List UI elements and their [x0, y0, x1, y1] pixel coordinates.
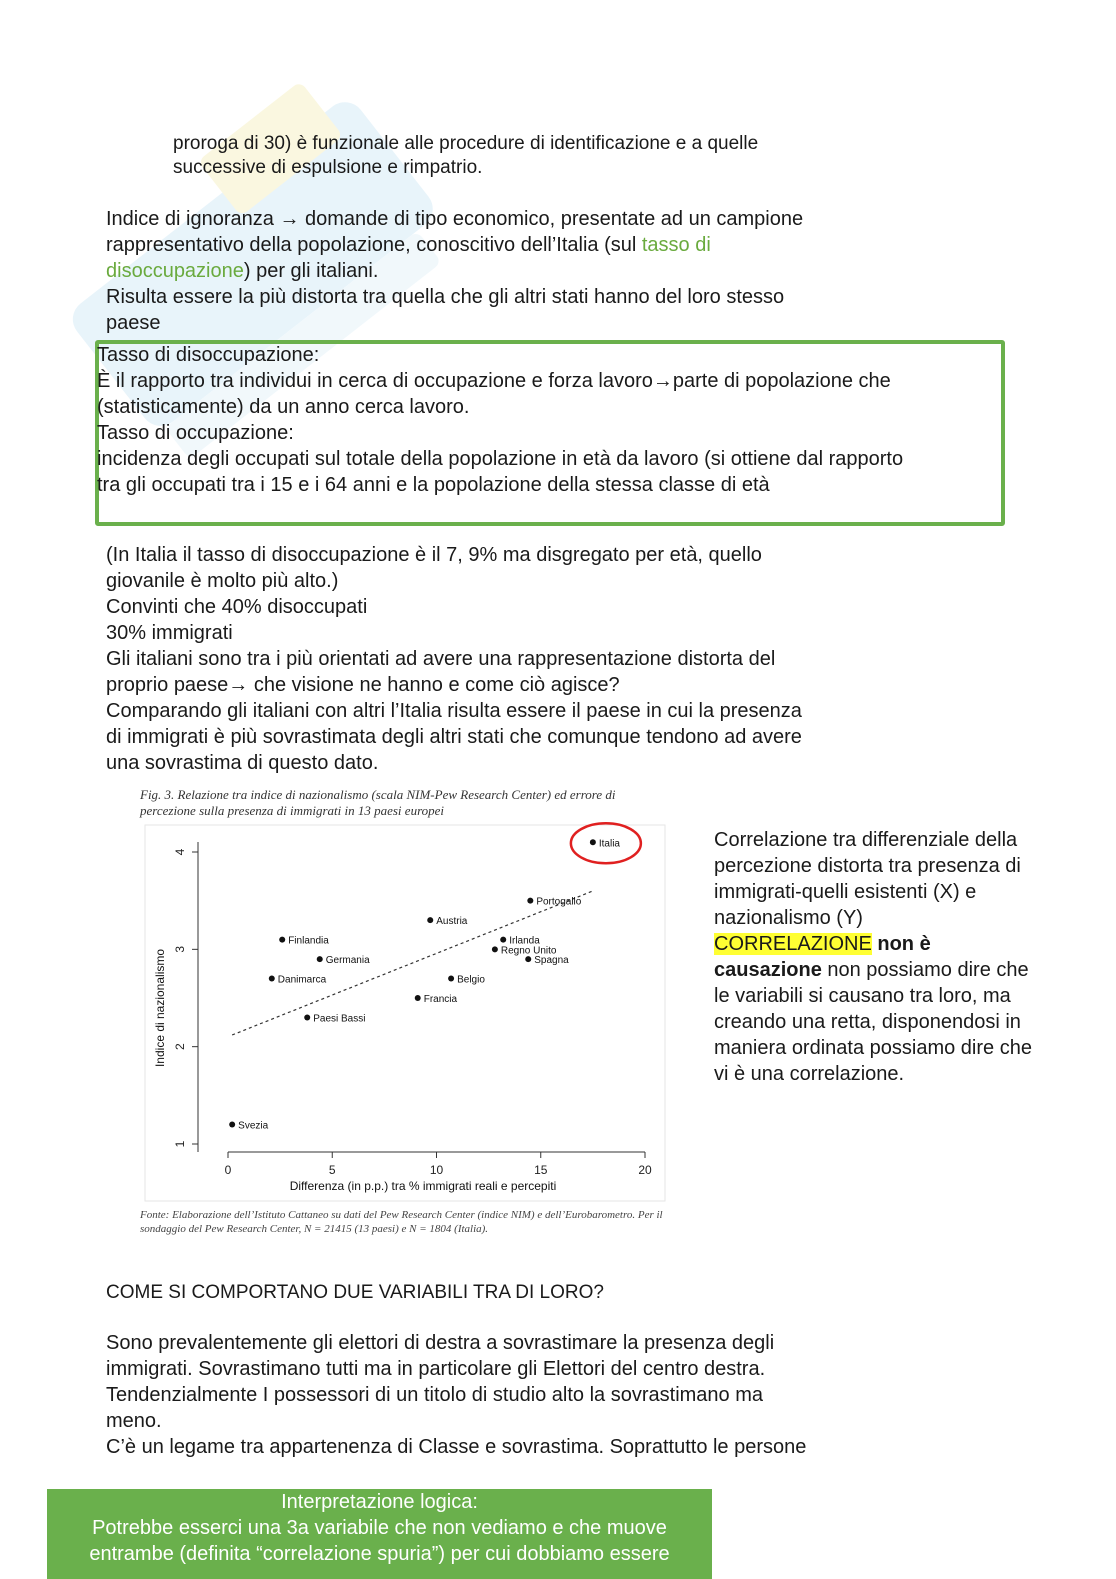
scatter-chart [140, 822, 670, 1202]
point-label: Francia [423, 994, 458, 1005]
text-line: Risulta essere la più distorta tra quella che gli altri stati hanno del loro stesso [106, 286, 785, 308]
data-point [415, 995, 421, 1001]
text-line: Correlazione tra differenziale della [714, 829, 1018, 851]
point-label: Paesi Bassi [313, 1013, 366, 1025]
caption-line: percezione sulla presenza di immigrati in 13 paesi europei [140, 803, 445, 818]
point-label: Austria [436, 916, 468, 928]
text-line: entrambe (definita “correlazione spuria”) per cui dobbiamo essere [89, 1543, 670, 1565]
data-point [525, 956, 531, 962]
text-line [106, 232, 906, 258]
text-line: una sovrastima di questo dato. [106, 752, 379, 774]
text-line: Tasso di disoccupazione: [97, 344, 320, 366]
after-paragraph [106, 542, 906, 776]
text-line: Convinti che 40% disoccupati [106, 596, 368, 618]
data-point [304, 1014, 310, 1020]
text-line: Sono prevalentemente gli elettori di destra a sovrastimare la presenza degli [106, 1332, 775, 1354]
final-paragraph [106, 1330, 926, 1460]
text-line: maniera ordinata possiamo dire che [714, 1037, 1032, 1059]
text-line: di immigrati è più sovrastimata degli altri stati che comunque tendono ad avere [106, 726, 802, 748]
text-line: meno. [106, 1410, 162, 1432]
point-label: Danimarca [277, 974, 327, 986]
data-point [448, 976, 454, 982]
x-axis-label: Differenza (in p.p.) tra % immigrati reali e percepiti [289, 1179, 557, 1193]
text-line: le variabili si causano tra loro, ma [714, 985, 1011, 1007]
intro-line: successive di espulsione e rimpatrio. [173, 157, 483, 178]
y-tick-label: 1 [173, 1140, 187, 1148]
text-line: tra gli occupati tra i 15 e i 64 anni e la popolazione della stessa classe di età [97, 474, 770, 496]
text-line: giovanile è molto più alto.) [106, 570, 339, 592]
intro-line: proroga di 30) è funzionale alle procedure di identificazione e a quelle [173, 133, 759, 154]
text-span: rappresentativo della popolazione, conoscitivo dell’Italia (sul [106, 234, 642, 256]
text-line: Gli italiani sono tra i più orientati ad avere una rappresentazione distorta del [106, 648, 776, 670]
y-tick-label: 2 [173, 1043, 187, 1051]
indice-paragraph [106, 206, 906, 336]
text-line: creando una retta, disponendosi in [714, 1011, 1021, 1033]
data-point [269, 976, 275, 982]
intro-paragraph [173, 132, 873, 180]
data-point [500, 937, 506, 943]
point-label: Portogallo [536, 896, 582, 908]
data-point [492, 946, 498, 952]
x-tick-label: 5 [328, 1163, 336, 1177]
text-line: proprio paese→ che visione ne hanno e come ciò agisce? [106, 674, 620, 696]
text-line: percezione distorta tra presenza di [714, 855, 1021, 877]
text-line: Tendenzialmente I possessori di un titolo di studio alto la sovrastimano ma [106, 1384, 764, 1406]
text-line [714, 931, 1084, 957]
chart-frame [145, 825, 665, 1201]
x-tick-label: 15 [534, 1163, 548, 1177]
text-line: vi è una correlazione. [714, 1063, 905, 1085]
green-term: disoccupazione [106, 260, 244, 282]
text-line [106, 258, 906, 284]
definition-text [97, 342, 1007, 498]
highlighted-term: CORRELAZIONE [714, 933, 872, 955]
side-note [714, 827, 1084, 1087]
data-point [527, 898, 533, 904]
y-tick-label: 3 [173, 945, 187, 953]
text-line: C’è un legame tra appartenenza di Classe e sovrastima. Soprattutto le persone [106, 1436, 807, 1458]
text-line: Comparando gli italiani con altri l’Italia risulta essere il paese in cui la presenza [106, 700, 802, 722]
text-line: nazionalismo (Y) [714, 907, 863, 929]
text-line: Tasso di occupazione: [97, 422, 294, 444]
bold-text: non è [871, 933, 931, 955]
bold-text: causazione [714, 959, 822, 981]
data-point [279, 937, 285, 943]
text-span: ) per gli italiani. [243, 260, 379, 282]
text-line: Potrebbe esserci una 3a variabile che non vediamo e che muove [92, 1517, 667, 1539]
text-span: non possiamo dire che [821, 959, 1029, 981]
point-label: Irlanda [509, 935, 540, 947]
data-point [317, 956, 323, 962]
text-line: immigrati-quelli esistenti (X) e [714, 881, 977, 903]
text-line: (In Italia il tasso di disoccupazione è il 7, 9% ma disgregato per età, quello [106, 544, 762, 566]
data-point [229, 1122, 235, 1128]
interpretation-box [47, 1489, 712, 1579]
green-term: tasso di [641, 234, 711, 256]
point-label: Italia [598, 838, 620, 850]
figure-source [140, 1208, 740, 1236]
text-line: incidenza degli occupati sul totale della popolazione in età da lavoro (si ottiene dal rapporto [97, 448, 904, 470]
point-label: Belgio [457, 974, 485, 986]
text-line: Indice di ignoranza → domande di tipo economico, presentate ad un campione [106, 208, 804, 230]
point-label: Finlandia [288, 935, 329, 947]
text-line [714, 957, 1084, 983]
source-line: sondaggio del Pew Research Center, N = 21415 (13 paesi) e N = 1804 (Italia). [140, 1223, 489, 1235]
text-line: È il rapporto tra individui in cerca di occupazione e forza lavoro→parte di popolazione che [97, 370, 891, 392]
x-tick-label: 10 [429, 1163, 444, 1177]
text-line: 30% immigrati [106, 622, 233, 644]
text-line: immigrati. Sovrastimano tutti ma in particolare gli Elettori del centro destra. [106, 1358, 766, 1380]
figure-caption [140, 787, 740, 819]
source-line: Fonte: Elaborazione dell’Istituto Cattaneo su dati del Pew Research Center (indice NIM) e dell’Eurobarometro. Per il [140, 1209, 663, 1221]
text-line: paese [106, 312, 161, 334]
y-axis-label: Indice di nazionalismo [153, 948, 167, 1068]
y-tick-label: 4 [173, 848, 187, 856]
point-label: Regno Unito [500, 945, 557, 957]
point-label: Spagna [534, 955, 569, 967]
point-label: Germania [325, 955, 370, 967]
data-point [427, 917, 433, 923]
text-line: (statisticamente) da un anno cerca lavoro. [97, 396, 470, 418]
caption-line: Fig. 3. Relazione tra indice di nazionalismo (scala NIM-Pew Research Center) ed errore di [140, 787, 616, 802]
section-question: COME SI COMPORTANO DUE VARIABILI TRA DI LORO? [106, 1282, 604, 1303]
point-label: Svezia [238, 1120, 269, 1132]
x-tick-label: 20 [638, 1163, 652, 1177]
data-point [590, 839, 596, 845]
text-line: Interpretazione logica: [281, 1491, 478, 1513]
x-tick-label: 0 [224, 1163, 232, 1177]
